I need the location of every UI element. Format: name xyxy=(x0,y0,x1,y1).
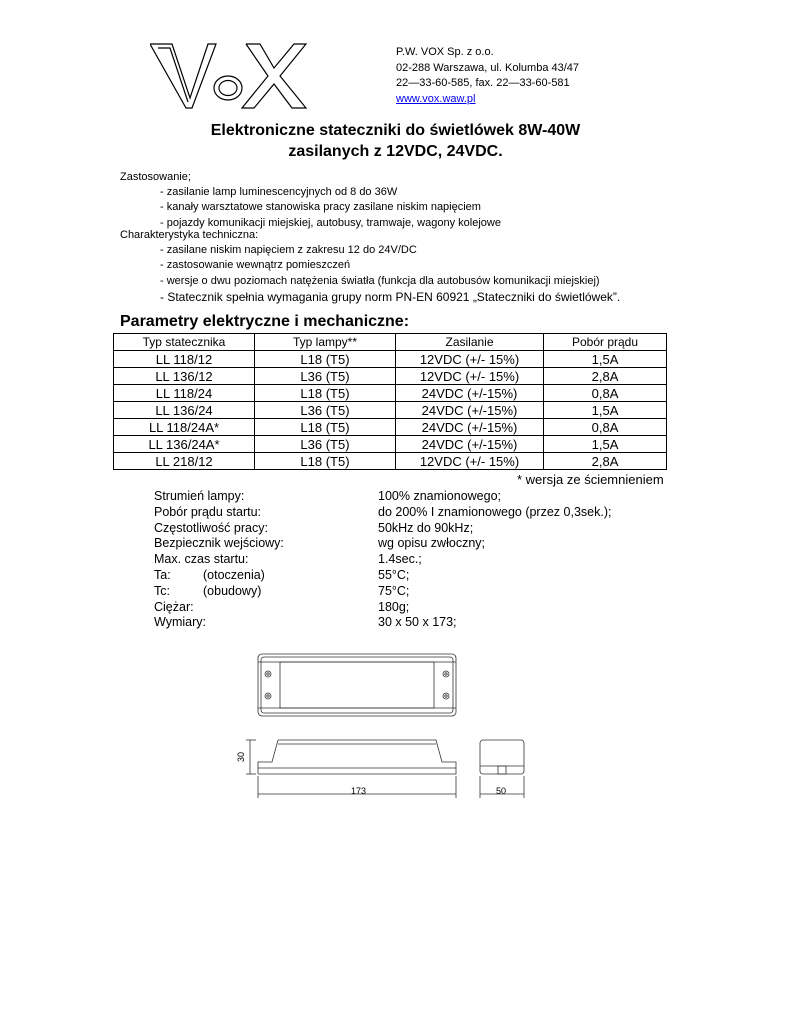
company-info xyxy=(396,45,579,107)
table-cell: LL 136/24 xyxy=(114,402,255,419)
table-cell: L36 (T5) xyxy=(255,368,396,385)
table-row xyxy=(114,351,667,368)
table-row xyxy=(114,385,667,402)
table-cell: L18 (T5) xyxy=(255,385,396,402)
property-row xyxy=(154,505,611,521)
company-name: P.W. VOX Sp. z o.o. xyxy=(396,46,494,58)
document-title xyxy=(0,120,791,162)
dimming-note: * wersja ze ściemnieniem xyxy=(517,472,664,487)
dimension-length: 173 xyxy=(351,786,367,796)
technical-section xyxy=(120,228,620,305)
table-cell: 24VDC (+/-15%) xyxy=(396,419,544,436)
table-cell: 12VDC (+/- 15%) xyxy=(396,351,544,368)
property-key: Ciężar: xyxy=(154,599,194,614)
property-row xyxy=(154,568,611,584)
table-cell: LL 136/24A* xyxy=(114,436,255,453)
column-header: Pobór prądu xyxy=(544,334,667,351)
property-key: Bezpiecznik wejściowy: xyxy=(154,536,284,551)
company-phone: 22—33-60-585, fax. 22—33-60-581 xyxy=(396,77,570,89)
table-cell: 1,5A xyxy=(544,351,667,368)
property-key: Strumień lampy: xyxy=(154,489,245,503)
table-cell: 2,8A xyxy=(544,453,667,470)
table-cell: L18 (T5) xyxy=(255,351,396,368)
table-cell: 0,8A xyxy=(544,419,667,436)
table-cell: LL 218/12 xyxy=(114,453,255,470)
property-subkey: (obudowy) xyxy=(203,583,262,598)
property-row xyxy=(154,521,611,537)
dimension-width: 50 xyxy=(496,786,507,796)
property-key: Ta: xyxy=(154,567,171,582)
table-cell: L18 (T5) xyxy=(255,419,396,436)
table-cell: LL 136/12 xyxy=(114,368,255,385)
company-address: 02-288 Warszawa, ul. Kolumba 43/47 xyxy=(396,61,580,74)
table-cell: 24VDC (+/-15%) xyxy=(396,436,544,453)
params-table xyxy=(113,333,667,470)
property-row xyxy=(154,489,611,505)
property-row xyxy=(154,552,611,568)
column-header: Zasilanie xyxy=(396,334,544,351)
application-item: - kanały warsztatowe stanowiska pracy zasilane niskim napięciem xyxy=(160,201,481,214)
table-cell: 12VDC (+/- 15%) xyxy=(396,453,544,470)
technical-item: - wersje o dwu poziomach natężenia światła (funkcja dla autobusów komunikacji miejskiej) xyxy=(160,274,600,287)
table-header-row xyxy=(114,334,667,351)
table-cell: 1,5A xyxy=(544,436,667,453)
property-row xyxy=(154,584,611,600)
table-cell: 0,8A xyxy=(544,385,667,402)
column-header: Typ lampy** xyxy=(255,334,396,351)
property-value: 100% znamionowego; xyxy=(378,489,501,503)
property-value: 180g; xyxy=(378,599,410,614)
table-row xyxy=(114,419,667,436)
title-line-1: Elektroniczne stateczniki do świetlówek 8W-40W xyxy=(210,122,581,139)
table-cell: 24VDC (+/-15%) xyxy=(396,385,544,402)
table-cell: LL 118/24 xyxy=(114,385,255,402)
technical-item: - zastosowanie wewnątrz pomieszczeń xyxy=(160,259,351,272)
property-row xyxy=(154,600,611,616)
property-key: Wymiary: xyxy=(154,615,206,630)
property-key: Max. czas startu: xyxy=(154,552,249,567)
technical-item: - zasilane niskim napięciem z zakresu 12 do 24V/DC xyxy=(160,244,417,257)
table-cell: 1,5A xyxy=(544,402,667,419)
table-row xyxy=(114,368,667,385)
ballast-drawing xyxy=(230,648,530,803)
table-cell: L36 (T5) xyxy=(255,402,396,419)
table-row xyxy=(114,402,667,419)
technical-heading: Charakterystyka techniczna: xyxy=(120,229,259,241)
table-cell: LL 118/24A* xyxy=(114,419,255,436)
property-value: 75°C; xyxy=(378,583,410,598)
property-key: Tc: xyxy=(154,583,170,598)
property-row xyxy=(154,615,611,631)
property-value: wg opisu zwłoczny; xyxy=(378,536,485,551)
dimension-height: 30 xyxy=(236,751,246,762)
properties-list xyxy=(154,489,611,631)
property-value: 55°C; xyxy=(378,567,410,582)
application-item: - zasilanie lamp luminescencyjnych od 8 do 36W xyxy=(160,186,398,199)
application-item: - pojazdy komunikacji miejskiej, autobusy, tramwaje, wagony kolejowe xyxy=(160,216,501,229)
property-value: 50kHz do 90kHz; xyxy=(378,520,474,535)
norm-statement: - Statecznik spełnia wymagania grupy norm PN-EN 60921 „Stateczniki do świetlówek”. xyxy=(160,289,621,304)
title-line-2: zasilanych z 12VDC, 24VDC. xyxy=(288,143,503,160)
params-heading: Parametry elektryczne i mechaniczne: xyxy=(120,313,410,330)
table-cell: 12VDC (+/- 15%) xyxy=(396,368,544,385)
vox-logo xyxy=(150,40,310,112)
column-header: Typ statecznika xyxy=(114,334,255,351)
property-row xyxy=(154,536,611,552)
table-cell: 2,8A xyxy=(544,368,667,385)
application-heading: Zastosowanie; xyxy=(120,171,191,183)
property-value: 30 x 50 x 173; xyxy=(378,615,457,630)
application-section xyxy=(120,170,501,231)
table-cell: LL 118/12 xyxy=(114,351,255,368)
table-cell: L36 (T5) xyxy=(255,436,396,453)
table-cell: L18 (T5) xyxy=(255,453,396,470)
property-value: do 200% I znamionowego (przez 0,3sek.); xyxy=(378,504,612,519)
table-row xyxy=(114,453,667,470)
property-subkey: (otoczenia) xyxy=(203,567,265,582)
property-value: 1.4sec.; xyxy=(378,552,422,567)
property-key: Pobór prądu startu: xyxy=(154,504,262,519)
company-website-link[interactable]: www.vox.waw.pl xyxy=(396,92,476,105)
table-cell: 24VDC (+/-15%) xyxy=(396,402,544,419)
property-key: Częstotliwość pracy: xyxy=(154,520,268,535)
table-row xyxy=(114,436,667,453)
